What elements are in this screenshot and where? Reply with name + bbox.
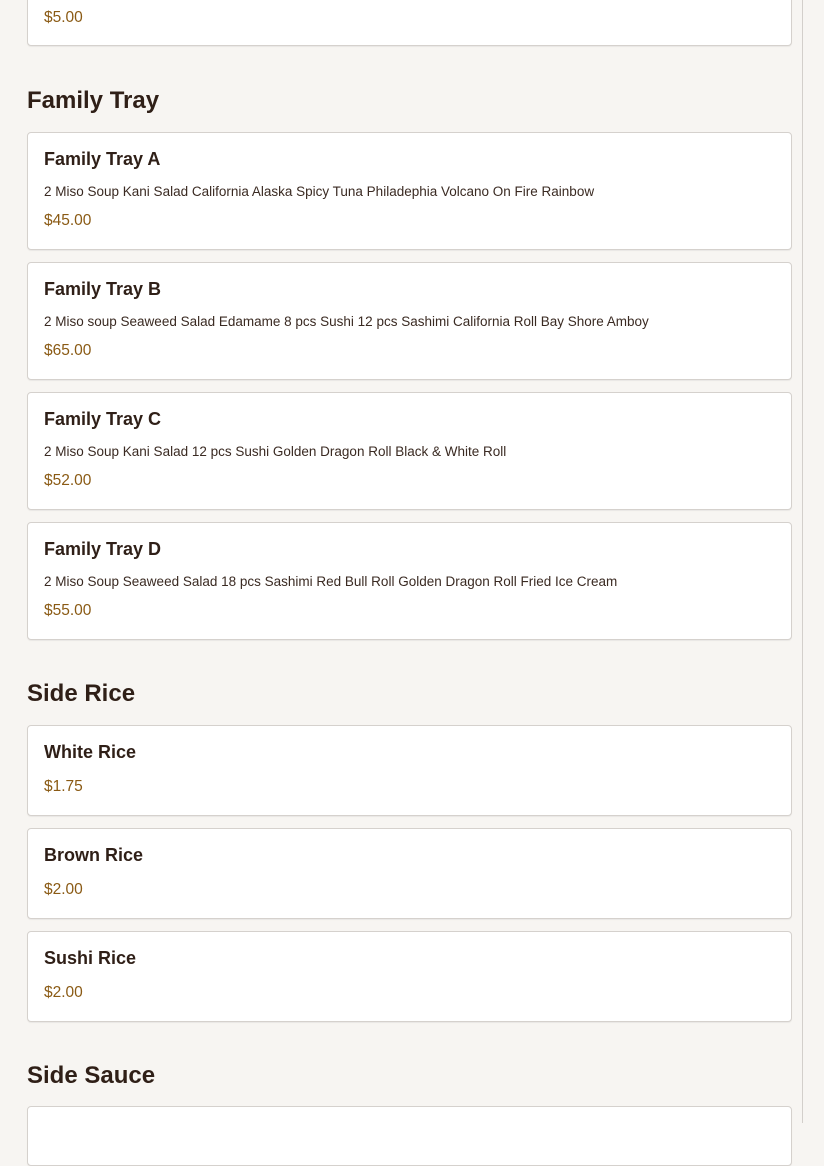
menu-item-card-brown-rice[interactable] bbox=[27, 828, 792, 919]
section-title-side-sauce: Side Sauce bbox=[27, 1062, 156, 1089]
item-name: Family Tray A bbox=[44, 149, 161, 169]
menu-item-card-family-tray-a[interactable] bbox=[27, 132, 792, 250]
menu-item-card[interactable] bbox=[27, 1106, 792, 1166]
item-price: $52.00 bbox=[44, 472, 92, 489]
item-name: Brown Rice bbox=[44, 845, 144, 865]
item-price: $45.00 bbox=[44, 212, 92, 229]
item-price: $55.00 bbox=[44, 602, 92, 619]
item-name: White Rice bbox=[44, 742, 137, 762]
item-price: $65.00 bbox=[44, 342, 92, 359]
section-title-family-tray: Family Tray bbox=[27, 87, 160, 114]
menu-item-card-sushi-rice[interactable] bbox=[27, 931, 792, 1022]
item-description: 2 Miso Soup Kani Salad California Alaska Spicy Tuna Philadephia Volcano On Fire Rainbow bbox=[44, 184, 595, 199]
item-price: $2.00 bbox=[44, 984, 83, 1001]
item-price: $2.00 bbox=[44, 881, 83, 898]
item-price: $5.00 bbox=[44, 9, 83, 26]
item-name: Family Tray D bbox=[44, 539, 162, 559]
menu-item-card-family-tray-b[interactable] bbox=[27, 262, 792, 380]
menu-item-card-family-tray-c[interactable] bbox=[27, 392, 792, 510]
item-description: 2 Miso Soup Seaweed Salad 18 pcs Sashimi Red Bull Roll Golden Dragon Roll Fried Ice Cream bbox=[44, 574, 618, 589]
section-title-side-rice: Side Rice bbox=[27, 680, 136, 707]
item-description: 2 Miso soup Seaweed Salad Edamame 8 pcs Sushi 12 pcs Sashimi California Roll Bay Shore Amboy bbox=[44, 314, 649, 329]
item-name: Sushi Rice bbox=[44, 948, 137, 968]
menu-item-card-family-tray-d[interactable] bbox=[27, 522, 792, 640]
item-description: 2 Miso Soup Kani Salad 12 pcs Sushi Golden Dragon Roll Black & White Roll bbox=[44, 444, 507, 459]
item-name: Family Tray B bbox=[44, 279, 162, 299]
item-name: Family Tray C bbox=[44, 409, 162, 429]
menu-item-card-white-rice[interactable] bbox=[27, 725, 792, 816]
menu-item-card[interactable] bbox=[27, 0, 792, 46]
item-price: $1.75 bbox=[44, 778, 83, 795]
